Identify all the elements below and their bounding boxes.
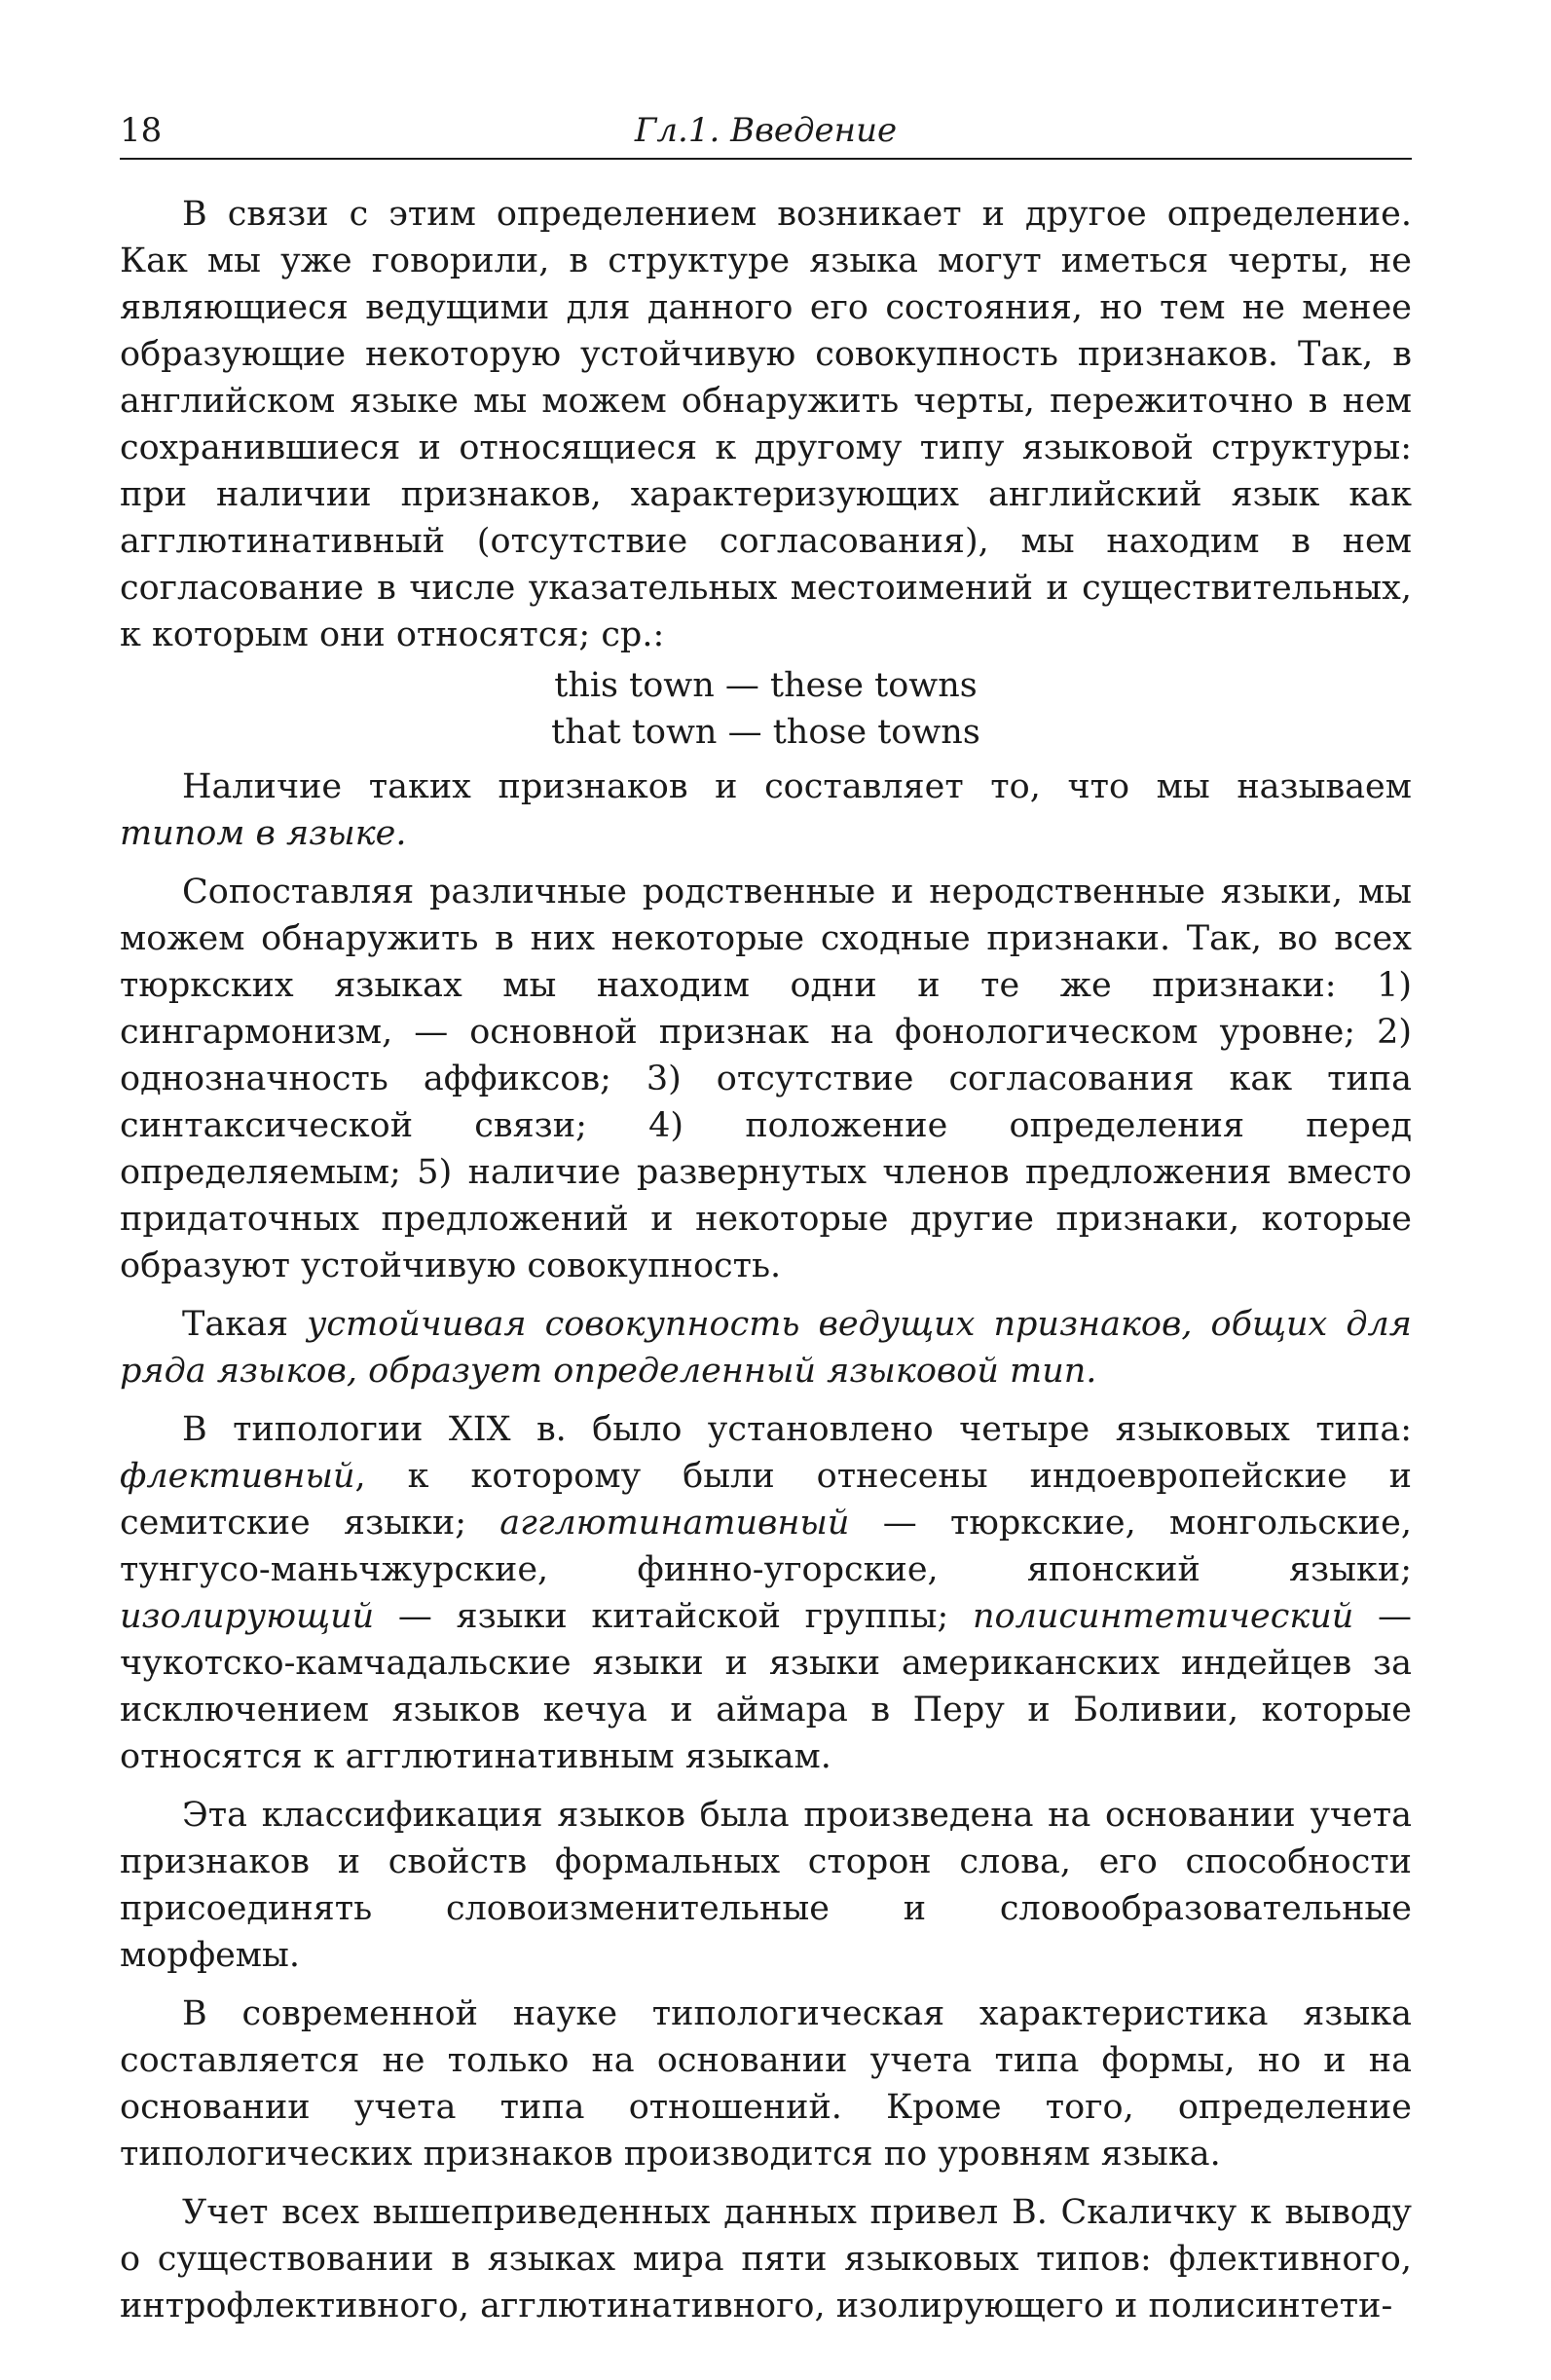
p5-term-flective: флективный	[120, 1457, 355, 1496]
p5-term-agglutinative: агглютинативный	[499, 1504, 850, 1543]
paragraph-3: Сопоставляя различные родственные и неродственные языки, мы можем обнаружить в них некоторые сходные признаки. Так, во всех тюркских языках мы находим одни и те же признаки: 1) сингармонизм, — основной признак на фонологическом уровне; 2) однозначность аффиксов; 3) отсутствие согласования как типа синтаксической связи; 4) положение определения перед определяемым; 5) наличие развернутых членов предложения вместо придаточных предложений и некоторые другие признаки, которые образуют устойчивую совокупность.	[120, 873, 1412, 1285]
paragraph-6: Эта классификация языков была произведена на основании учета признаков и свойств формальных сторон слова, его способности присоединять словоизменительные и словообразовательные морфемы.	[120, 1796, 1412, 1975]
paragraph-2-text: Наличие таких признаков и составляет то, что мы называем	[182, 767, 1412, 806]
paragraph-4-text: Такая	[182, 1305, 308, 1344]
example-block	[120, 662, 1412, 756]
paragraph-2	[120, 763, 1412, 857]
paragraph-2-italic: типом в языке.	[120, 814, 407, 853]
paragraph-1: В связи с этим определением возникает и другое определение. Как мы уже говорили, в структуре языка могут иметься черты, не являющиеся ведущими для данного его состояния, но тем не менее образующие некоторую устойчивую совокупность признаков. Так, в английском языке мы можем обнаружить черты, пережиточно в нем сохранившиеся и относящиеся к другому типу языковой структуры: при наличии признаков, характеризующих английский язык как агглютинативный (отсутствие согласования), мы находим в нем согласование в числе указательных местоимений и существительных, к которым они относятся; ср.:	[120, 195, 1412, 654]
example-line-1: this town — these towns	[554, 666, 978, 705]
paragraph-8: Учет всех вышеприведенных данных привел В. Скаличку к выводу о существовании в языках мира пяти языковых типов: флективного, интрофлективного, агглютинативного, изолирующего и полисинтети-	[120, 2193, 1412, 2325]
paragraph-7: В современной науке типологическая характеристика языка составляется не только на основании учета типа формы, но и на основании учета типа отношений. Кроме того, определение типологических признаков производится по уровням языка.	[120, 1994, 1412, 2174]
p5-text-b: , к которому были отнесены индоевропейские и семитские языки;	[120, 1457, 1412, 1543]
p5-term-isolating: изолирующий	[120, 1597, 375, 1636]
p5-term-polysynthetic: полисинтетический	[972, 1597, 1354, 1636]
paragraph-5	[120, 1406, 1412, 1780]
paragraph-4-italic: устойчивая совокупность ведущих признаков, общих для ряда языков, образует определенный языковой тип.	[120, 1305, 1412, 1391]
p5-text-a: В типологии XIX в. было установлено четыре языковых типа:	[182, 1410, 1412, 1449]
p5-text-e: — чукотско-камчадальские языки и языки американских индейцев за исключением языков кечуа и аймара в Перу и Боливии, которые относятся к агглютинативным языкам.	[120, 1597, 1412, 1776]
running-head	[120, 107, 1412, 160]
example-line-2: that town — those towns	[551, 713, 980, 752]
p5-text-d: — языки китайской группы;	[374, 1597, 973, 1636]
p5-text-c: — тюркские, монгольские, тунгусо-маньчжурские, финно-угорские, японский языки;	[120, 1504, 1412, 1589]
chapter-title: Гл.1. Введение	[634, 111, 898, 150]
page-number: 18	[120, 111, 163, 150]
book-page	[120, 107, 1412, 2329]
paragraph-4	[120, 1301, 1412, 1395]
page-body	[120, 191, 1412, 2329]
